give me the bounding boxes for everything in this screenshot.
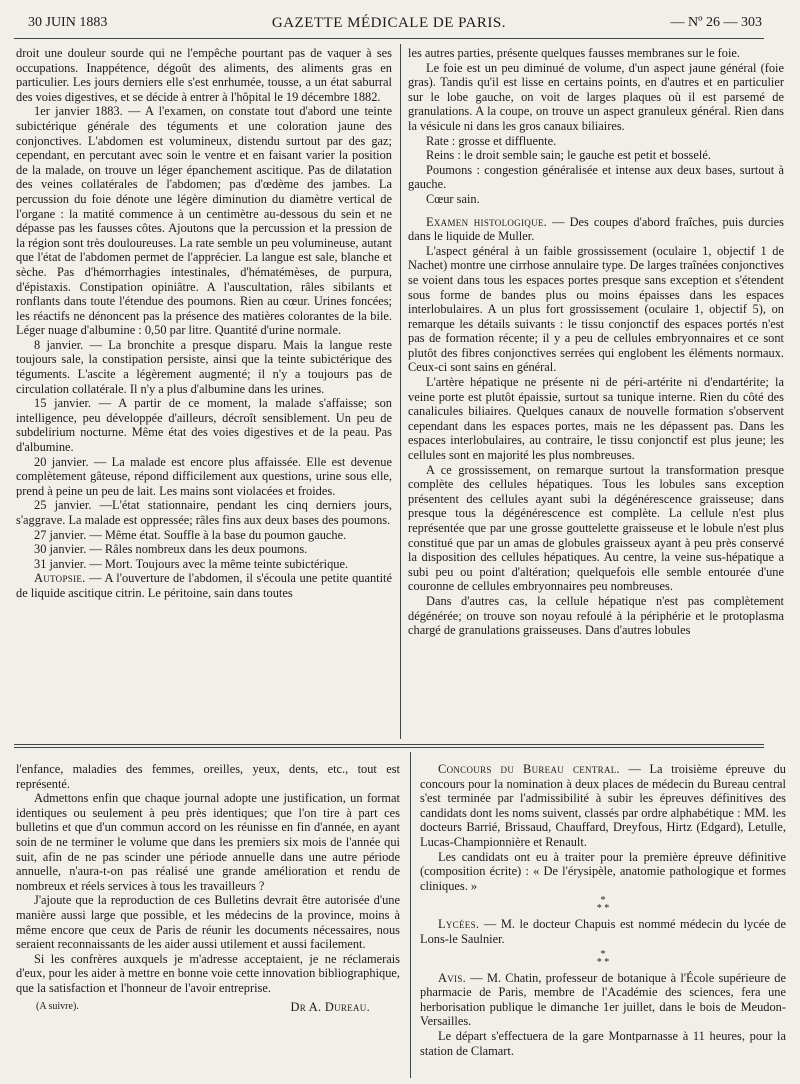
paragraph: Reins : le droit semble sain; le gauche est petit et bosselé. [426, 148, 711, 163]
paragraph: Le départ s'effectuera de la gare Montparnasse à 11 heures, pour la station de Clamart. [420, 1028, 786, 1058]
autopsie-text: — A l'ouverture de l'abdomen, il s'écoula une petite quantité de liquide ascitique citrin. Le péritoine, sain dans toutes [16, 571, 392, 600]
lycees-heading: Lycées. [438, 917, 480, 932]
page-header [28, 10, 762, 36]
paragraph: Rate : grosse et diffluente. [426, 133, 557, 148]
signature-line [16, 1000, 400, 1015]
separator-stars: * * * [596, 948, 610, 968]
paragraph: Poumons : congestion généralisée et intense aux deux bases, surtout à gauche. [408, 162, 784, 192]
issue-number: — Nº 26 — 303 [670, 15, 762, 30]
header-rule [14, 38, 764, 39]
paragraph: Les candidats ont eu à traiter pour la première épreuve définitive (composition écrite) : « De l'érysipèle, anatomie pathologique et formes cliniques. » [420, 849, 786, 893]
autopsie-heading: Autopsie. [34, 571, 86, 586]
paragraph: 25 janvier. —L'état stationnaire, pendant les cinq derniers jours, s'aggrave. La malade est oppressée; râles fins aux deux bases des poumons. [16, 498, 392, 527]
exam-text: — Des coupes d'abord fraîches, puis durcies dans le liquide de Muller. [408, 214, 784, 244]
concours-text: — La troisième épreuve du concours pour la nomination à deux places de médecin du Bureau central s'est terminée par l'admissibilité à subir les épreuves définitives des candidats dont les noms suivent, classés par ordre alphabétique : MM. les docteurs Barrié, Brissaud, Chauffard, Dreyfous, Hirtz (Edgard), Letulle, Lucas-Championnière et Renault. [420, 762, 786, 849]
paragraph: Cœur sain. [426, 191, 480, 206]
section-rule [14, 744, 764, 745]
journal-title: GAZETTE MÉDICALE DE PARIS. [271, 14, 506, 31]
paragraph: 1er janvier 1883. — A l'examen, on constate tout d'abord une teinte subictérique générale des téguments et une coloration jaune des conjonctives. L'abdomen est volumineux, distendu surtout par des gaz; cependant, en percutant avec soin le ventre et en faisant varier la position de la malade, on trouve un léger épanchement ascitique. Pas de dilatation des veines collatérales de l'abdomen; pas d'œdème des jambes. La percussion du foie dénote une légère diminution du diamètre vertical de l'organe : la matité commence à un centimètre au-dessous du sein et ne dépasse pas les fausses côtes. Ajoutons que la percussion et la pression de la région sont très douloureuses. La rate semble un peu volumineuse, autant que l'état de l'abdomen permet de l'apprécier. La langue est sale, blanche et sèche. Pas d'hémorrhagies intestinales, d'hématémèses, de purpura, d'épistaxis. Constipation opiniâtre. A l'auscultation, râles sibilants et ronflants dans toute l'étendue des poumons. Rien au cœur. Urines foncées; les réactifs ne dénoncent pas la présence des matières colorantes de la bile. Léger nuage d'albumine : 0,50 par litre. Quantité d'urine normale. [16, 104, 392, 338]
paragraph: 20 janvier. — La malade est encore plus affaissée. Elle est devenue complètement gâteuse, répond difficilement aux questions, urine sous elle, prend à peine un peu de lait. Les mains sont violacées et froides. [16, 454, 392, 498]
separator-stars: * * * [596, 895, 610, 915]
news-column [420, 762, 786, 1078]
paragraph: 27 janvier. — Même état. Souffle à la base du poumon gauche. [34, 527, 347, 542]
issue-date: 30 JUIN 1883 [28, 15, 108, 30]
paragraph: L'aspect général à un faible grossissement (oculaire 1, objectif 1 de Nachet) montre une cirrhose annulaire type. De larges traînées conjonctives se voient dans tous les espaces portes presque sans exception et s'étendent sous forme de bandes plus ou moins épaisses dans les espaces interlobulaires. A un plus fort grossissement (oculaire 1, objectif 5), on remarque les détails suivants : le tissu conjonctif des espaces portés n'est pas de formation récente; il y a peu de cellules embryonnaires et ce sont plutôt des fibres conjonctives serrées qui englobent les éléments normaux. Ceux-ci sont sains en général. [408, 243, 784, 375]
paragraph: droit une douleur sourde qui ne l'empêche pourtant pas de vaquer à ses occupations. Inappétence, dégoût des aliments, des aliments gras en particulier. Les jours derniers elle s'est enrhumée, tousse, a un état saburral des voies digestives, et se décide à entrer à l'hôpital le 19 décembre 1882. [16, 46, 392, 104]
autopsie-paragraph [16, 571, 392, 600]
author-signature: Dr A. Dureau. [290, 999, 370, 1014]
paragraph: A ce grossissement, on remarque surtout la transformation presque complète des cellules hépatiques. Tous les lobules sans exception présentent des cellules ayant subi la dégénérescence graisseuse; dans presque tous la dégénérescence est complète. La cellule n'est plus représentée que par une grosse gouttelette graisseuse et le lobule n'est plus constitué que par un amas de globules graisseux ayant à peu près conservé la disposition des cellules hépatiques. Au centre, la veine sus-hépatique a subi peu ou point d'altération; quelquefois elle semble entourée d'une couronne de cellules embryonnaires peu nombreuses. [408, 462, 784, 594]
avis-heading: Avis. [438, 970, 467, 985]
paragraph: 15 janvier. — A partir de ce moment, la malade s'affaisse; son intelligence, peu développée d'ailleurs, décroît sensiblement. Un peu de subdelirium nocturne. Même état des voies digestives et de la peau. Pas d'albumine. [16, 396, 392, 455]
feuilleton-column [16, 762, 400, 1078]
exam-paragraph [408, 215, 784, 244]
lycees-text: — M. le docteur Chapuis est nommé médecin du lycée de Lons-le Saulnier. [420, 917, 786, 946]
paragraph: Admettons enfin que chaque journal adopte une justification, un format identiques ou seulement à peu près identiques; que l'on tire à part ces bulletins et que d'un commun accord on les réunisse en fin d'année, en ayant soin de ne terminer le volume que dans les premiers six mois de l'année qui suit, afin de ne pas scinder une période annuelle dans une autre période annuelle, n'aura-t-on pas réalisé une grande amélioration et rendu de nombreux et réels services à tous les travailleurs ? [16, 791, 400, 893]
paragraph: L'artère hépatique ne présente ni de péri-artérite ni d'endartérite; la veine porte est plutôt épaissie, surtout sa tunique interne. Rien du côté des canalicules biliaires. Quelques canaux de nouvelle formation s'observent cependant dans les espaces portes, mais ne les dépassent pas. Dans les espaces interlobulaires, au contraire, le tissu conjonctif est plus jeune; les cellules sont en majorité les plus nombreuses. [408, 375, 784, 463]
section-rule [14, 747, 764, 748]
continued-note: (A suivre). [36, 1000, 79, 1012]
paragraph: 31 janvier. — Mort. Toujours avec la même teinte subictérique. [34, 556, 349, 571]
case-report-column [16, 46, 392, 738]
column-divider-top [400, 44, 401, 739]
paragraph: 8 janvier. — La bronchite a presque disparu. Mais la langue reste toujours sale, la constipation persiste, ainsi que la teinte subictérique des téguments. L'ascite a légèrement augmenté; il n'y a toujours pas de circulation collatérale. Il n'y a plus d'albumine dans les urines. [16, 337, 392, 396]
concours-heading: Concours du Bureau central. [438, 762, 620, 776]
lycees-paragraph [420, 917, 786, 946]
concours-paragraph [420, 762, 786, 850]
avis-paragraph [420, 971, 786, 1029]
avis-text: — M. Chatin, professeur de botanique à l'École supérieure de pharmacie de Paris, membre de l'Académie des sciences, fera une herborisation publique le dimanche 1er juillet, dans le bois de Meudon-Versailles. [420, 970, 786, 1029]
paragraph: Le foie est un peu diminué de volume, d'un aspect jaune général (foie gras). Tandis qu'il est lisse en certains points, en d'autres et en particulier sur le lobe gauche, on voit de larges plaques où il est parsemé de granulations. A la coupe, on trouve un aspect granuleux général. Rien dans la vésicule ni dans les gros canaux biliaires. [408, 60, 784, 133]
exam-heading: Examen histologique. [426, 214, 548, 229]
histology-column [408, 46, 784, 738]
paragraph: Dans d'autres cas, la cellule hépatique n'est pas complètement dégénérée; on trouve son noyau refoulé à la périphérie et le protoplasma chargé de granulations graisseuses. Dans d'autres lobules [408, 593, 784, 638]
column-divider-bottom [410, 752, 411, 1078]
paragraph: 30 janvier. — Râles nombreux dans les deux poumons. [34, 542, 308, 557]
paragraph: les autres parties, présente quelques fausses membranes sur le foie. [408, 46, 741, 60]
paragraph: l'enfance, maladies des femmes, oreilles, yeux, dents, etc., tout est représenté. [16, 762, 400, 791]
paragraph: Si les confrères auxquels je m'adresse acceptaient, je ne réclamerais d'eux, pour les aider à mettre en bonne voie cette innovation bibliographique, que la satisfaction et l'honneur de l'avoir entreprise. [16, 951, 400, 995]
paragraph: J'ajoute que la reproduction de ces Bulletins devrait être autorisée d'une manière aussi large que possible, et les médecins de la province, moins à même encore que ceux de Paris de réunir les documents nécessaires, nous seraient reconnaissants de les aider aussi utilement et aussi facilement. [16, 893, 400, 952]
